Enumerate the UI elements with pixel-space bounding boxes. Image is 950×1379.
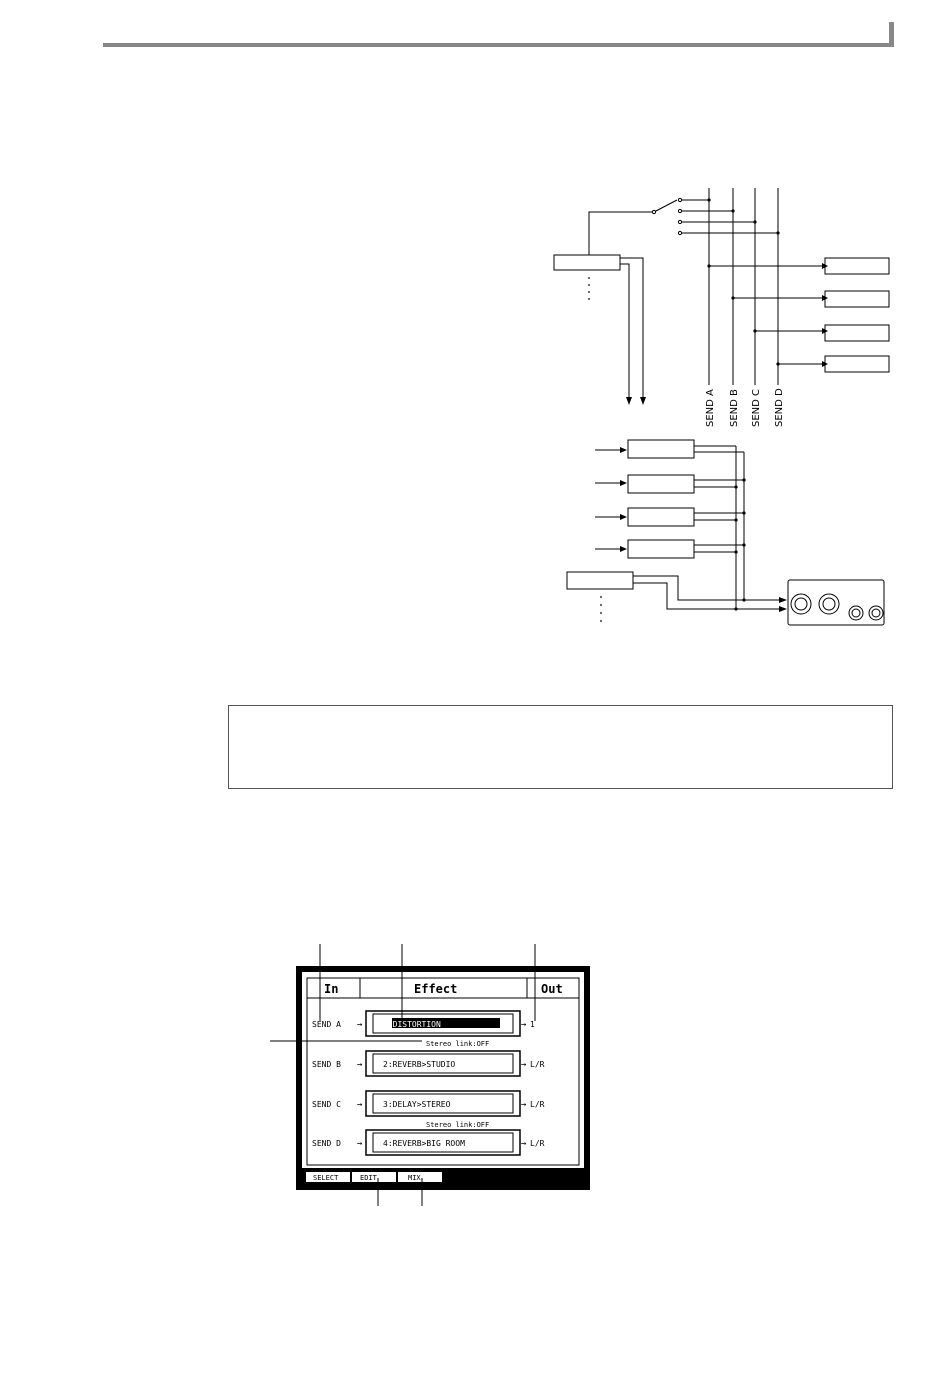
stereo-link-2[interactable]: Stereo link:OFF [426, 1121, 490, 1129]
row-1-effect[interactable]: 1:DISTORTION [383, 1020, 441, 1029]
arrow-icon: → [521, 1060, 527, 1070]
note-box [228, 705, 893, 789]
arrow-icon: → [357, 1060, 363, 1070]
header-effect: Effect [414, 982, 458, 996]
arrow-icon: → [521, 1020, 527, 1030]
row-4-effect[interactable]: 4:REVERB>BIG ROOM [383, 1139, 465, 1148]
row-2-effect[interactable]: 2:REVERB>STUDIO [383, 1060, 456, 1069]
row-4-output[interactable]: L/R [530, 1139, 545, 1148]
row-1-input[interactable]: SEND A [312, 1020, 341, 1029]
row-3-output[interactable]: L/R [530, 1100, 545, 1109]
send-d-label: SEND D [774, 388, 785, 427]
tab-edit-label: EDIT [360, 1174, 377, 1182]
header-out: Out [541, 982, 563, 996]
row-3-input[interactable]: SEND C [312, 1100, 341, 1109]
row-2-output[interactable]: L/R [530, 1060, 545, 1069]
arrow-icon: → [521, 1139, 527, 1149]
header-in: In [324, 982, 339, 996]
row-1-output[interactable]: 1 [530, 1020, 535, 1029]
stereo-link-1[interactable]: Stereo link:OFF [426, 1040, 490, 1048]
arrow-icon: → [357, 1100, 363, 1110]
tab-select-label: SELECT [313, 1174, 339, 1182]
header-rule [0, 0, 950, 60]
callout-lines [0, 940, 950, 1210]
tab-mix-label: MIX [408, 1174, 421, 1182]
send-c-label: SEND C [751, 388, 762, 427]
signal-flow-diagram [540, 180, 910, 640]
send-b-label: SEND B [729, 389, 740, 427]
arrow-icon: → [357, 1020, 363, 1030]
row-4-input[interactable]: SEND D [312, 1139, 341, 1148]
send-a-label: SEND A [705, 389, 716, 427]
arrow-icon: → [357, 1139, 363, 1149]
arrow-icon: → [521, 1100, 527, 1110]
row-3-effect[interactable]: 3:DELAY>STEREO [383, 1100, 451, 1109]
row-2-input[interactable]: SEND B [312, 1060, 341, 1069]
